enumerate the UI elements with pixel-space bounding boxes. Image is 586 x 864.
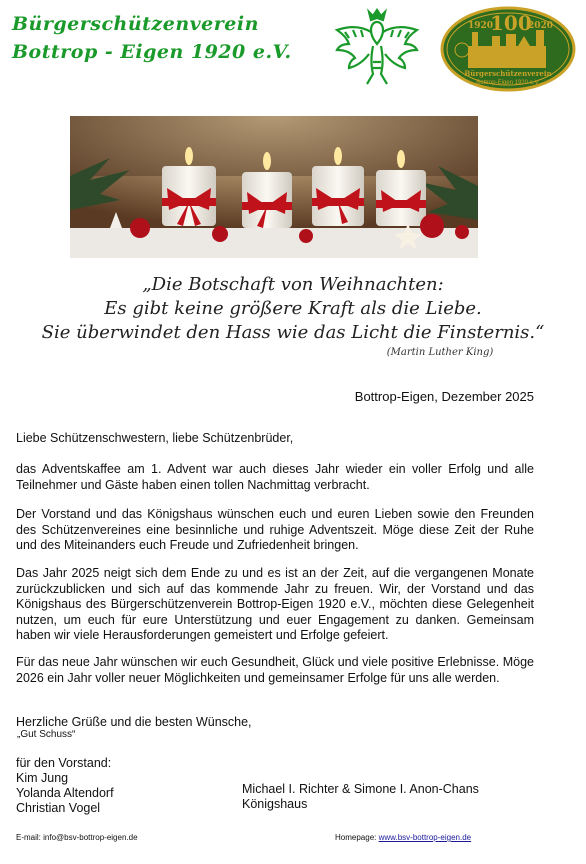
letter-paragraph: Der Vorstand und das Königshaus wünschen euch und euren Lieben sowie den Freunden des Schützenvereines eine besinnliche und ruhige Adventszeit. Möge diese Zeit der Ruhe und des Miteinanders euch Freude und Zufriedenheit bringen. [16,507,534,553]
badge-year-start: 1920 [468,21,494,31]
club-name [12,10,322,66]
quote-line-2: Es gibt keine größere Kraft als die Liebe. [104,298,482,319]
anniversary-badge-logo [440,6,576,92]
dateline: Bottrop-Eigen, Dezember 2025 [354,389,534,404]
homepage-link[interactable]: www.bsv-bottrop-eigen.de [378,833,472,842]
badge-club-place: Bottrop-Eigen 1920 e.V. [476,80,540,86]
salutation: Liebe Schützenschwestern, liebe Schützenbrüder, [16,431,294,445]
board-member-name: Yolanda Altendorf [16,786,114,800]
eagle-crest-icon [331,2,423,90]
quote-line-1: „Die Botschaft von Weihnachten: [142,274,444,295]
royal-house-label: Königshaus [242,797,308,811]
letter-paragraph: das Adventskaffee am 1. Advent war auch dieses Jahr wieder ein voller Erfolg und alle Teilnehmer und Gäste haben einen tollen Nachmittag verbracht. [16,462,534,492]
club-name-line1: Bürgerschützenverein [12,13,259,35]
advent-candles-image [70,116,478,258]
board-member-name: Christian Vogel [16,801,101,815]
letter-paragraph: Für das neue Jahr wünschen wir euch Gesundheit, Glück und viele positive Erlebnisse. Möge 2026 ein Jahr voller neuer Möglichkeiten und gemeinsamer Erfolge für uns alle werden. [16,655,534,685]
closing-motto: „Gut Schuss“ [17,729,76,740]
board-heading: für den Vorstand: [16,756,112,770]
badge-year-end: 2020 [528,21,554,31]
quote-author: (Martin Luther King) [386,347,494,358]
board-signatures [16,756,114,816]
email-label: E-mail: [16,833,41,842]
email-link[interactable]: info@bsv-bottrop-eigen.de [43,833,138,842]
footer-homepage [335,833,471,842]
badge-club-name: Bürgerschützenverein [464,69,552,78]
royal-couple-names: Michael I. Richter & Simone I. Anon-Chans [242,782,479,796]
club-name-line2: Bottrop - Eigen 1920 e.V. [12,41,292,63]
badge-number: 100 [490,11,532,35]
homepage-label: Homepage: [335,833,377,842]
quote-line-3: Sie überwindet den Hass wie das Licht die Finsternis.“ [41,322,545,343]
footer-email [16,833,138,842]
letter-paragraph: Das Jahr 2025 neigt sich dem Ende zu und es ist an der Zeit, auf die vergangenen Monate zurückzublicken und sich auf das kommende Jahr zu freuen. Wir, der Vorstand und das Königshaus des Bürgerschützenverein Bottrop-Eigen 1920 e.V., möchten diese Gelegenheit nutzen, um euch für eure Unterstützung und euer Engagement zu danken. Gemeinsam haben wir viele Herausforderungen gemeistert und Erfolge gefeiert. [16,566,534,643]
closing: Herzliche Grüße und die besten Wünsche, [16,715,252,729]
royal-house-signatures [242,782,479,812]
board-member-name: Kim Jung [16,771,69,785]
